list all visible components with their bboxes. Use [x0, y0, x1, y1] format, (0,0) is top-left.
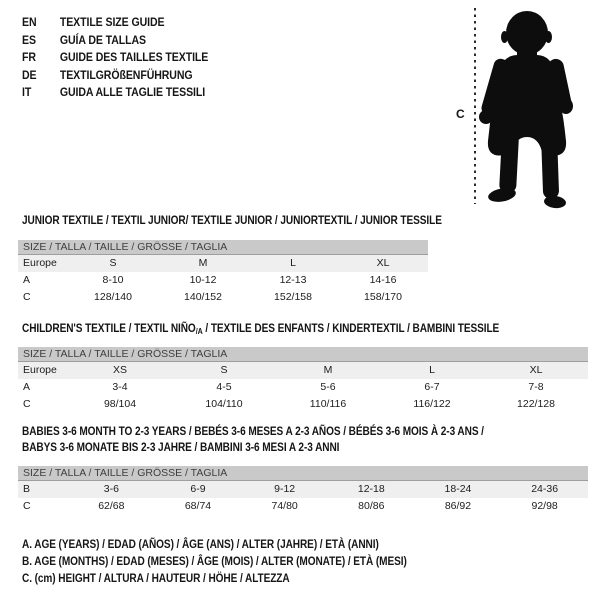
size-value-cell: 80/86 [358, 500, 385, 512]
size-value-cell: 152/158 [274, 291, 312, 303]
language-code: EN [22, 15, 37, 29]
row-label: A [23, 381, 31, 393]
guide-title: GUÍA DE TALLAS [59, 32, 147, 47]
language-title-list [22, 14, 208, 102]
row-label: A [23, 274, 31, 286]
size-value-cell: 9-12 [241, 481, 328, 499]
size-value-cell: 140/152 [184, 291, 222, 303]
table-row [18, 481, 588, 499]
size-value-cell: 92/98 [531, 500, 558, 512]
baby-silhouette-icon [455, 5, 595, 209]
size-value-cell: 10-12 [189, 274, 217, 286]
row-label: Europe [18, 362, 68, 380]
junior-size-table [18, 240, 428, 306]
table-row [18, 255, 428, 273]
baby-height-figure [455, 5, 595, 209]
legend-line-a: A. AGE (YEARS) / EDAD (AÑOS) / ÂGE (ANS) / ALTER (JAHRE) / ETÀ (ANNI) [22, 537, 379, 551]
size-value-cell: S [68, 255, 158, 273]
size-header-band: SIZE / TALLA / TAILLE / GRÖSSE / TAGLIA [18, 240, 428, 255]
size-header-band: SIZE / TALLA / TAILLE / GRÖSSE / TAGLIA [18, 347, 588, 362]
size-value-cell: 74/80 [271, 500, 298, 512]
size-value-cell: 116/122 [413, 398, 451, 410]
size-value-cell: L [248, 255, 338, 273]
size-value-cell: 3-4 [112, 381, 128, 393]
guide-title: GUIDE DES TAILLES TEXTILE [59, 50, 209, 65]
row-label: C [23, 500, 31, 512]
guide-title: TEXTILE SIZE GUIDE [59, 15, 165, 29]
language-row [22, 67, 208, 85]
table-row [18, 362, 588, 380]
guide-title: GUIDA ALLE TAGLIE TESSILI [59, 85, 206, 100]
size-value-cell: 104/110 [205, 398, 243, 410]
size-value-cell: 3-6 [68, 481, 155, 499]
section-title-children [22, 321, 499, 336]
section-title-junior: JUNIOR TEXTILE / TEXTIL JUNIOR/ TEXTILE JUNIOR / JUNIORTEXTIL / JUNIOR TESSILE [22, 213, 442, 227]
size-value-cell: 128/140 [94, 291, 132, 303]
title-line: BABYS 3-6 MONATE BIS 2-3 JAHRE / BAMBINI 3-6 MESI A 2-3 ANNI [22, 439, 340, 454]
size-value-cell: 98/104 [103, 398, 137, 410]
table-row [18, 498, 588, 515]
size-value-cell: M [158, 255, 248, 273]
legend-line-b: B. AGE (MONTHS) / EDAD (MESES) / ÂGE (MOIS) / ALTER (MONATE) / ETÀ (MESI) [22, 554, 407, 569]
section-title-babies [22, 424, 484, 455]
language-row [22, 49, 208, 67]
row-label: C [23, 291, 31, 303]
size-value-cell: 18-24 [415, 481, 502, 499]
size-value-cell: M [276, 362, 380, 380]
row-label: C [23, 398, 31, 410]
baby-silhouette [479, 11, 573, 209]
size-value-cell: 5-6 [320, 381, 336, 393]
language-row [22, 32, 208, 50]
size-value-cell: 158/170 [364, 291, 402, 303]
table-row [18, 289, 428, 306]
size-value-cell: XL [484, 362, 588, 380]
size-value-cell: 6-7 [424, 381, 440, 393]
title-part: CHILDREN'S TEXTILE / TEXTIL NIÑO [22, 321, 196, 335]
title-line: BABIES 3-6 MONTH TO 2-3 YEARS / BEBÉS 3-6 MESES A 2-3 AÑOS / BÉBÉS 3-6 MOIS À 2-3 ANS / [22, 424, 484, 438]
babies-size-table [18, 466, 588, 515]
size-value-cell: L [380, 362, 484, 380]
size-value-cell: 86/92 [444, 500, 472, 512]
size-value-cell: 14-16 [369, 274, 397, 286]
language-row [22, 14, 208, 32]
size-value-cell: S [172, 362, 276, 380]
language-code: FR [22, 50, 36, 65]
size-value-cell: 12-18 [328, 481, 415, 499]
title-subscript: /A [195, 326, 203, 336]
table-row [18, 379, 588, 396]
language-code: ES [22, 32, 36, 47]
size-value-cell: 8-10 [102, 274, 124, 286]
legend [22, 536, 407, 588]
legend-line-c: C. (cm) HEIGHT / ALTURA / HAUTEUR / HÖHE / ALTEZZA [22, 571, 290, 586]
size-value-cell: 12-13 [279, 274, 307, 286]
language-code: IT [22, 85, 32, 100]
title-part: / TEXTILE DES ENFANTS / KINDERTEXTIL / BAMBINI TESSILE [202, 321, 500, 335]
size-header-row [18, 347, 588, 362]
size-value-cell: 7-8 [528, 381, 544, 393]
size-value-cell: 6-9 [155, 481, 242, 499]
language-code: DE [22, 67, 37, 82]
height-label: C [456, 107, 465, 121]
row-label: B [18, 481, 68, 499]
size-value-cell: 110/116 [309, 398, 347, 410]
language-row [22, 84, 208, 102]
size-value-cell: XL [338, 255, 428, 273]
children-size-table [18, 347, 588, 413]
size-header-row [18, 240, 428, 255]
size-value-cell: 122/128 [517, 398, 555, 410]
size-value-cell: 68/74 [184, 500, 212, 512]
size-header-row [18, 466, 588, 481]
size-header-band: SIZE / TALLA / TAILLE / GRÖSSE / TAGLIA [18, 466, 588, 481]
table-row [18, 272, 428, 289]
size-value-cell: 4-5 [216, 381, 232, 393]
size-value-cell: 62/68 [98, 500, 125, 512]
guide-title: TEXTILGRÖßENFÜHRUNG [59, 67, 193, 82]
table-row [18, 396, 588, 413]
size-value-cell: 24-36 [501, 481, 588, 499]
row-label: Europe [18, 255, 68, 273]
size-value-cell: XS [68, 362, 172, 380]
